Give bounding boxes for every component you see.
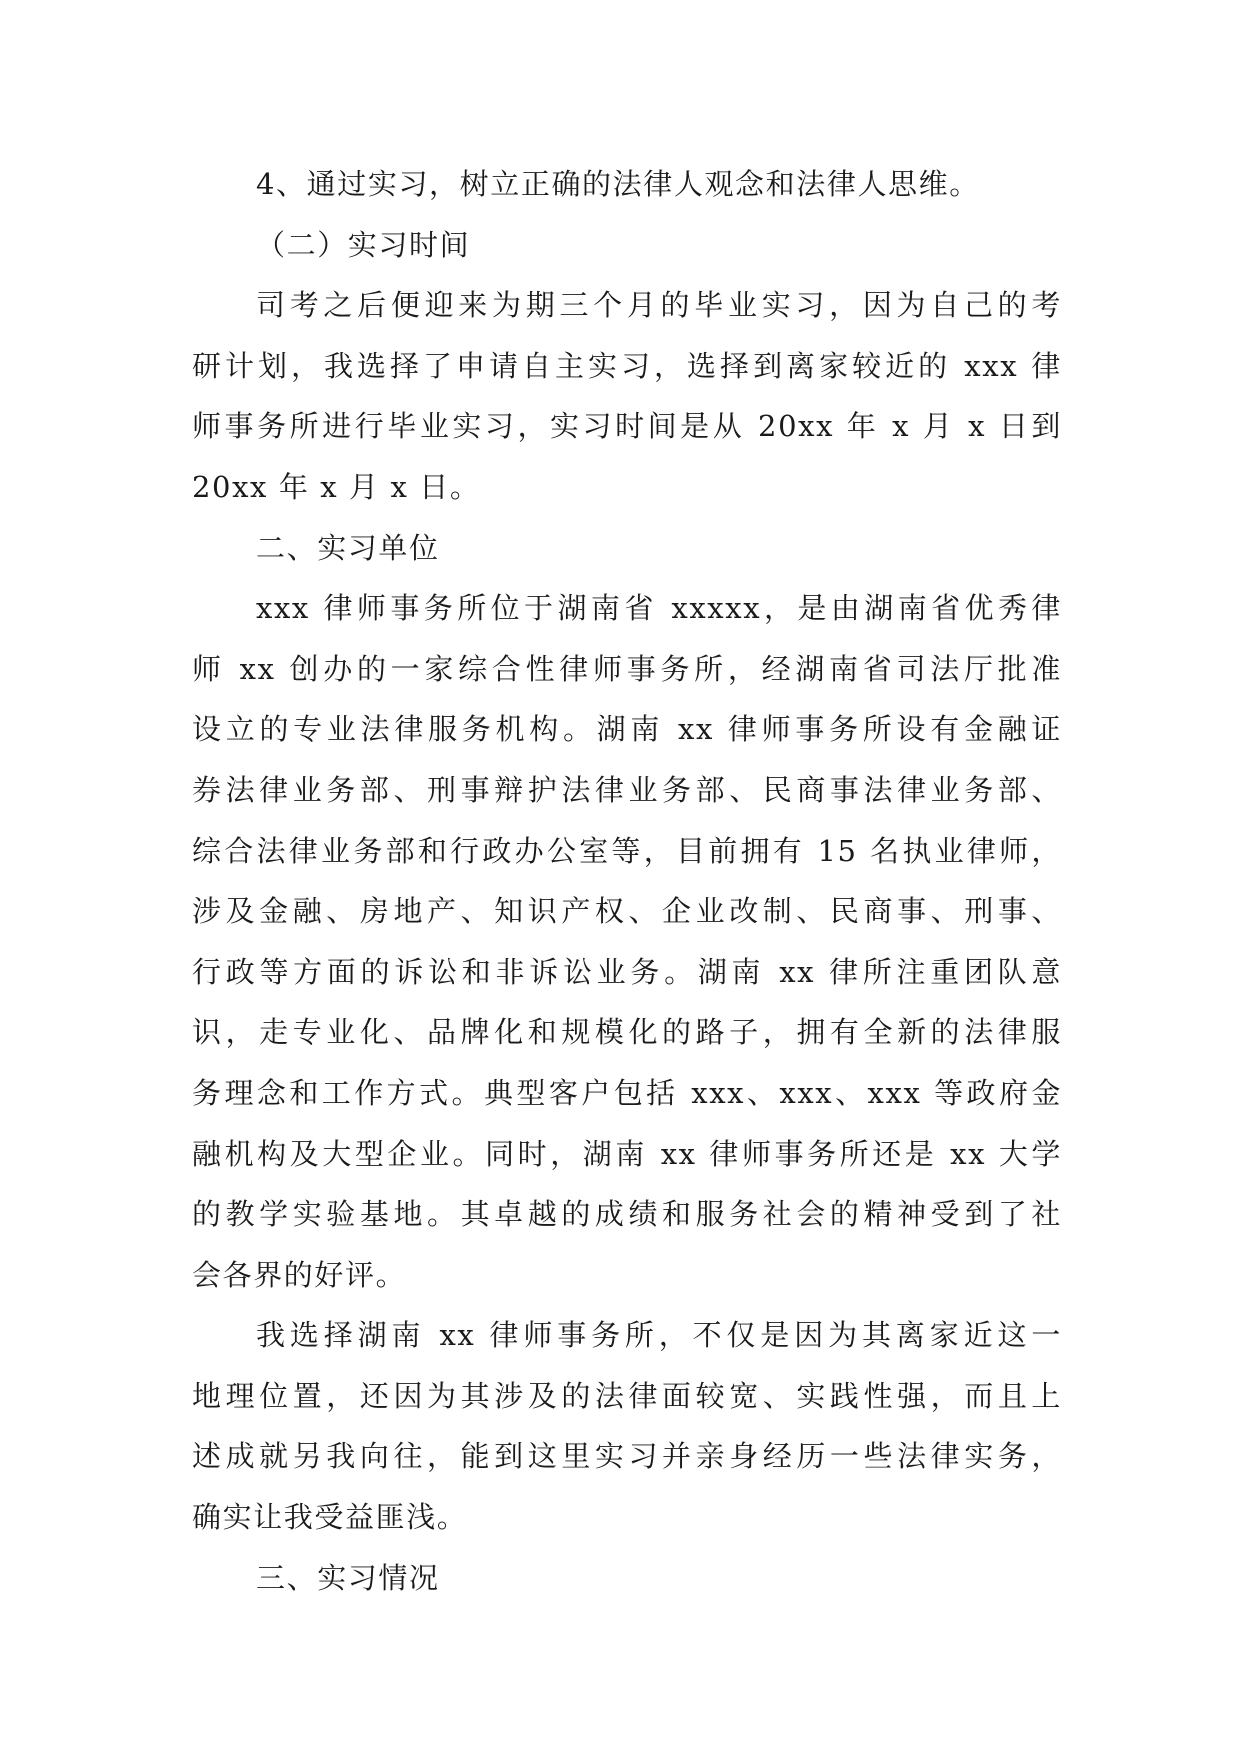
paragraph-line: 综合法律业务部和行政办公室等，目前拥有 15 名执业律师， bbox=[192, 833, 1062, 868]
paragraph-line: 20xx 年 x 月 x 日。 bbox=[192, 469, 481, 504]
paragraph-line: 行政等方面的诉讼和非诉讼业务。湖南 xx 律所注重团队意 bbox=[192, 954, 1062, 989]
paragraph-line: 确实让我受益匪浅。 bbox=[192, 1500, 468, 1535]
paragraph-line: 我选择湖南 xx 律师事务所，不仅是因为其离家近这一 bbox=[256, 1318, 1062, 1353]
paragraph-line: 司考之后便迎来为期三个月的毕业实习，因为自己的考 bbox=[256, 288, 1062, 323]
paragraph-line: 识，走专业化、品牌化和规模化的路子，拥有全新的法律服 bbox=[192, 1015, 1062, 1050]
paragraph-line: 师 xx 创办的一家综合性律师事务所，经湖南省司法厅批准 bbox=[192, 651, 1062, 686]
paragraph-line: 地理位置，还因为其涉及的法律面较宽、实践性强，而且上 bbox=[192, 1378, 1062, 1413]
paragraph-line: 会各界的好评。 bbox=[192, 1257, 407, 1292]
paragraph-line: 涉及金融、房地产、知识产权、企业改制、民商事、刑事、 bbox=[192, 894, 1062, 929]
paragraph-line: 融机构及大型企业。同时，湖南 xx 律师事务所还是 xx 大学 bbox=[192, 1136, 1062, 1171]
paragraph-line: 务理念和工作方式。典型客户包括 xxx、xxx、xxx 等政府金 bbox=[192, 1075, 1062, 1110]
document-body bbox=[192, 154, 1062, 1608]
paragraph-line: 师事务所进行毕业实习，实习时间是从 20xx 年 x 月 x 日到 bbox=[192, 409, 1062, 444]
paragraph-line: xxx 律师事务所位于湖南省 xxxxx，是由湖南省优秀律 bbox=[256, 591, 1062, 626]
paragraph-line: 研计划，我选择了申请自主实习，选择到离家较近的 xxx 律 bbox=[192, 348, 1062, 383]
paragraph-line: 的教学实验基地。其卓越的成绩和服务社会的精神受到了社 bbox=[192, 1197, 1062, 1232]
paragraph-line: 券法律业务部、刑事辩护法律业务部、民商事法律业务部、 bbox=[192, 772, 1062, 807]
section-heading-internship-time: （二）实习时间 bbox=[256, 227, 471, 262]
paragraph-line: 设立的专业法律服务机构。湖南 xx 律师事务所设有金融证 bbox=[192, 712, 1062, 747]
list-item-4: 4、通过实习，树立正确的法律人观念和法律人思维。 bbox=[256, 167, 980, 201]
section-heading-internship-situation: 三、实习情况 bbox=[256, 1560, 440, 1595]
section-heading-internship-unit: 二、实习单位 bbox=[256, 530, 440, 565]
paragraph-line: 述成就另我向往，能到这里实习并亲身经历一些法律实务， bbox=[192, 1439, 1062, 1474]
